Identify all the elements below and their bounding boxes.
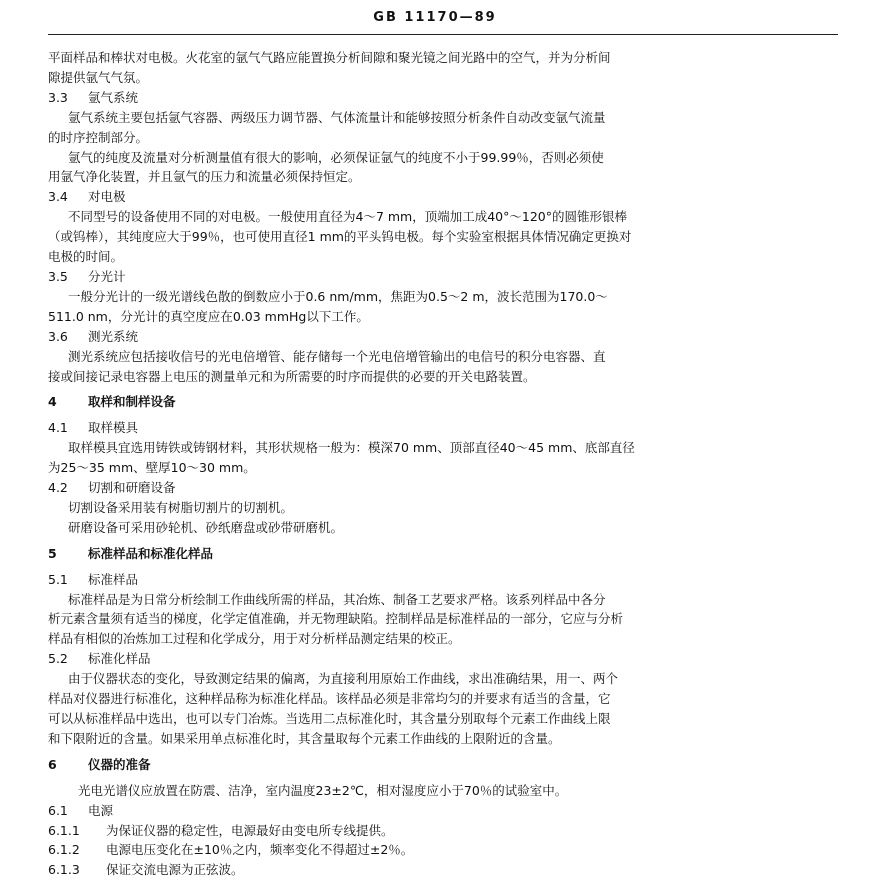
section-heading: 4.1 取样模具 [48, 420, 139, 436]
section-heading: 3.4 对电极 [48, 189, 126, 205]
chapter-heading: 4 取样和制样设备 [48, 394, 176, 410]
paragraph-line: 隙提供氩气气氛。 [48, 69, 149, 85]
paragraph-line: 一般分光计的一级光谱线色散的倒数应小于0.6 nm/mm，焦距为0.5～2 m，波长范围为170.0～ [68, 288, 608, 304]
paragraph-line: 可以从标准样品中选出，也可以专门冶炼。当选用二点标准化时，其含量分别取每个元素工作曲线上限 [48, 711, 611, 726]
paragraph-line: 取样模具宜选用铸铁或铸钢材料，其形状规格一般为：模深70 mm、顶部直径40～45 mm、底部直径 [68, 440, 635, 456]
paragraph-line: 氩气系统主要包括氩气容器、两级压力调节器、气体流量计和能够按照分析条件自动改变氩气流量 [68, 109, 606, 125]
paragraph-line: 的时序控制部分。 [48, 129, 149, 145]
paragraph-line: 用氩气净化装置，并且氩气的压力和流量必须保持恒定。 [48, 169, 361, 185]
section-heading: 5.2 标准化样品 [48, 651, 151, 667]
subsection-item: 6.1.1 为保证仪器的稳定性，电源最好由变电所专线提供。 [48, 822, 394, 838]
paragraph-line: 标准样品是为日常分析绘制工作曲线所需的样品，其冶炼、制备工艺要求严格。该系列样品中各分 [68, 591, 606, 607]
document-body [48, 48, 838, 880]
paragraph-line: 和下限附近的含量。如果采用单点标准化时，其含量取每个元素工作曲线的上限附近的含量。 [48, 730, 561, 746]
section-heading: 3.6 测光系统 [48, 328, 139, 344]
paragraph-line: 样品有相似的冶炼加工过程和化学成分，用于对分析样品测定结果的校正。 [48, 631, 461, 647]
paragraph-line: 测光系统应包括接收信号的光电倍增管、能存储每一个光电倍增管输出的电信号的积分电容器、直 [68, 348, 606, 364]
paragraph-line: 平面样品和棒状对电极。火花室的氩气气路应能置换分析间隙和聚光镜之间光路中的空气，并为分析间 [48, 50, 611, 65]
header-rule [48, 34, 838, 35]
paragraph-line: 研磨设备可采用砂轮机、砂纸磨盘或砂带研磨机。 [68, 519, 344, 535]
section-heading: 4.2 切割和研磨设备 [48, 480, 176, 496]
paragraph-line: 不同型号的设备使用不同的对电极。一般使用直径为4～7 mm，顶端加工成40°～120°的圆锥形银棒 [68, 209, 627, 225]
paragraph-line: 切割设备采用装有树脂切割片的切割机。 [68, 499, 294, 515]
paragraph-line: 接或间接记录电容器上电压的测量单元和为所需要的时序而提供的必要的开关电路装置。 [48, 368, 536, 384]
paragraph-line: 511.0 nm，分光计的真空度应在0.03 mmHg以下工作。 [48, 308, 369, 324]
chapter-heading: 6 仪器的准备 [48, 756, 151, 772]
subsection-item: 6.1.3 保证交流电源为正弦波。 [48, 862, 244, 878]
subsection-item: 6.1.2 电源电压变化在±10％之内，频率变化不得超过±2％。 [48, 842, 414, 858]
section-heading: 5.1 标准样品 [48, 571, 139, 587]
page-header: GB 11170—89 [373, 10, 497, 25]
paragraph-line: 氩气的纯度及流量对分析测量值有很大的影响，必须保证氩气的纯度不小于99.99％，否则必须使 [68, 149, 604, 165]
paragraph-line: 由于仪器状态的变化，导致测定结果的偏离，为直接利用原始工作曲线，求出准确结果，用一、两个 [68, 671, 619, 687]
paragraph-line: （或钨棒），其纯度应大于99％，也可使用直径1 mm的平头钨电极。每个实验室根据具体情况确定更换对 [48, 229, 632, 245]
paragraph-line: 电极的时间。 [48, 249, 124, 265]
section-heading: 3.5 分光计 [48, 268, 126, 284]
paragraph-line: 样品对仪器进行标准化，这种样品称为标准化样品。该样品必须是非常均匀的并要求有适当的含量，它 [48, 691, 611, 707]
section-heading: 3.3 氩气系统 [48, 89, 139, 105]
paragraph-line: 析元素含量须有适当的梯度，化学定值准确，并无物理缺陷。控制样品是标准样品的一部分，它应与分析 [48, 611, 624, 627]
paragraph-line: 为25～35 mm、壁厚10～30 mm。 [48, 460, 256, 476]
section-heading: 6.1 电源 [48, 802, 114, 818]
paragraph-line: 光电光谱仪应放置在防震、洁净，室内温度23±2℃，相对湿度应小于70％的试验室中。 [78, 782, 568, 798]
chapter-heading: 5 标准样品和标准化样品 [48, 545, 214, 561]
